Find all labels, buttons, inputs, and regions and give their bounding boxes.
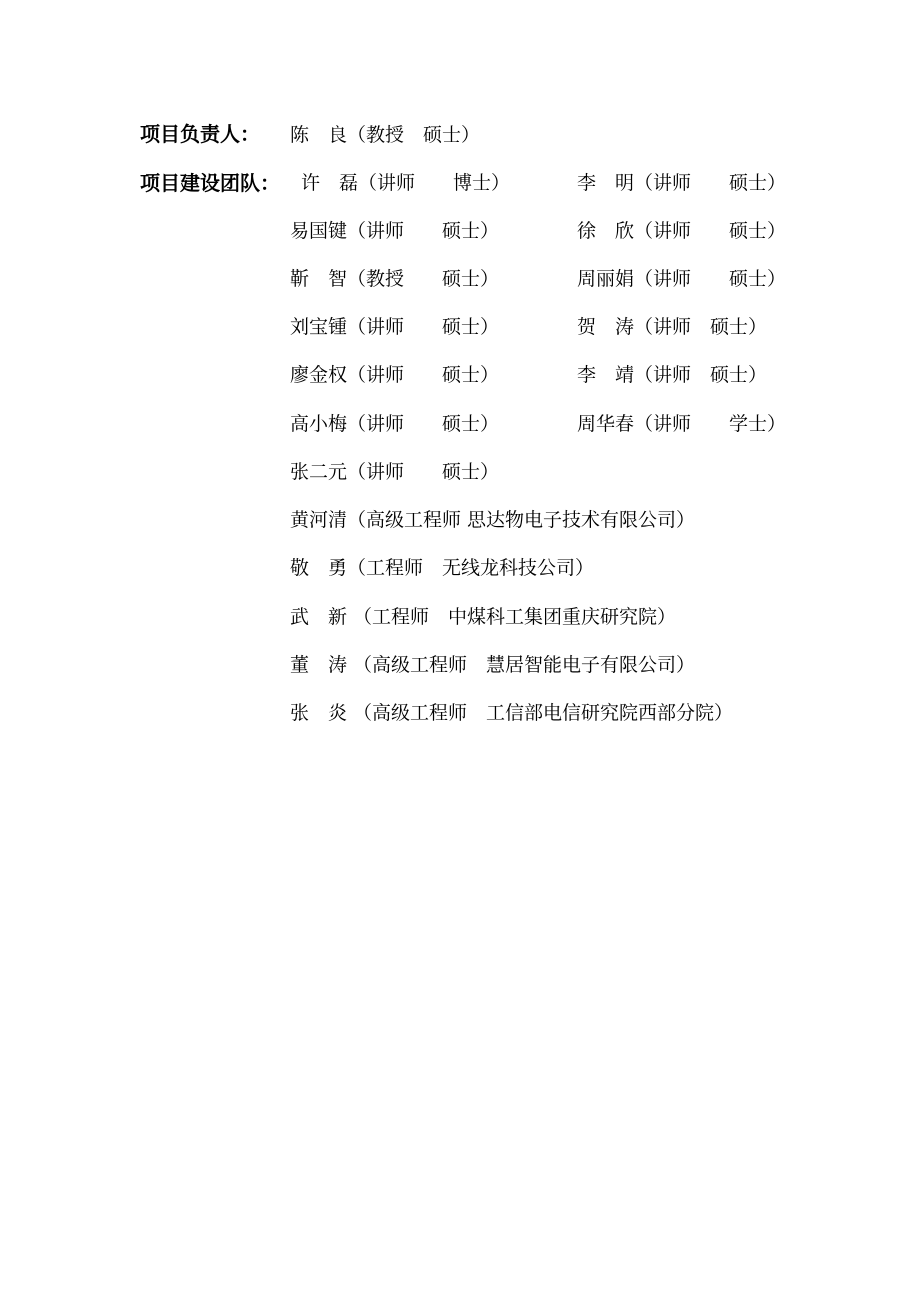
team-member-solo-3: 敬 勇（工程师 无线龙科技公司） [290, 557, 595, 579]
project-leader-value: 陈 良（教授 硕士） [290, 124, 481, 146]
team-member-right-2: 徐 欣（讲师 硕士） [577, 220, 787, 242]
team-member-solo-2: 黄河清（高级工程师 思达物电子技术有限公司） [290, 509, 696, 531]
team-member-right-3: 周丽娟（讲师 硕士） [577, 268, 787, 290]
project-team-label: 项目建设团队： [140, 171, 280, 195]
team-member-solo-1: 张二元（讲师 硕士） [290, 461, 500, 483]
project-leader-label: 项目负责人： [140, 122, 260, 146]
team-member-left-4: 刘宝锺（讲师 硕士） [290, 316, 500, 338]
team-member-left-6: 高小梅（讲师 硕士） [290, 413, 500, 435]
team-member-solo-4: 武 新 （工程师 中煤科工集团重庆研究院） [290, 606, 677, 628]
team-member-left-5: 廖金权（讲师 硕士） [290, 364, 500, 386]
team-member-right-6: 周华春（讲师 学士） [577, 413, 787, 435]
team-member-solo-5: 董 涛 （高级工程师 慧居智能电子有限公司） [290, 654, 696, 676]
team-member-left-2: 易国键（讲师 硕士） [290, 220, 500, 242]
team-member-right-1: 李 明（讲师 硕士） [577, 172, 787, 194]
team-member-right-5: 李 靖（讲师 硕士） [577, 364, 768, 386]
team-member-solo-6: 张 炎 （高级工程师 工信部电信研究院西部分院） [290, 702, 734, 724]
team-member-left-1: 许 磊（讲师 博士） [301, 172, 511, 194]
team-member-left-3: 靳 智（教授 硕士） [290, 268, 500, 290]
team-member-right-4: 贺 涛（讲师 硕士） [577, 316, 768, 338]
